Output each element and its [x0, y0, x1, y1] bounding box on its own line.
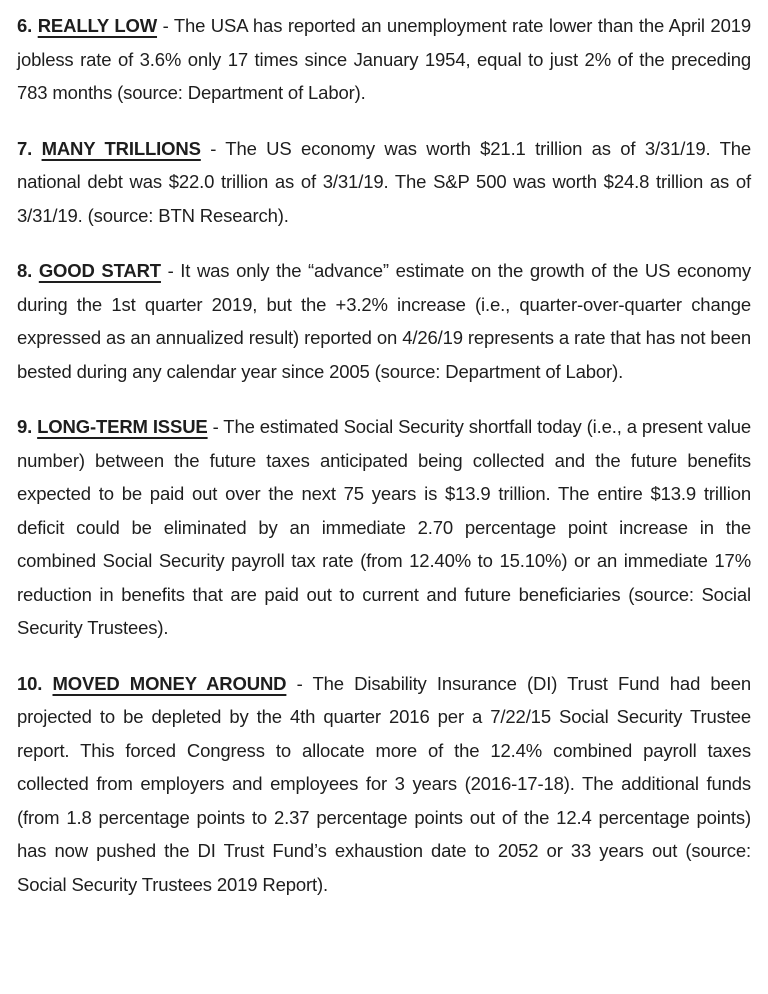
fact-body: - The Disability Insurance (DI) Trust Fund had been projected to be depleted by the 4th quarter 2016 per a 7/22/15 Social Security Trustee report. This forced Congress to allocate more of the 12.4% combined payroll taxes collected from employers and employees for 3 years (2016-17-18). The additional funds (from 1.8 percentage points to 2.37 percentage points out of the 12.4 percentage points) has now pushed the DI Trust Fund’s exhaustion date to 2052 or 33 years out (source: Social Security Trustees 2019 Report). [17, 672, 751, 895]
fact-body: - The USA has reported an unemployment rate lower than the April 2019 jobless rate of 3.6% only 17 times since January 1954, equal to just 2% of the preceding 783 months (source: Department of Labor). [17, 15, 751, 103]
fact-body: - The estimated Social Security shortfall today (i.e., a present value number) between the future taxes anticipated being collected and the future benefits expected to be paid out over the next 75 years is $13.9 trillion. The entire $13.9 trillion deficit could be eliminated by an immediate 2.70 percentage point increase in the combined Social Security payroll tax rate (from 12.40% to 15.10%) or an immediate 17% reduction in benefits that are paid out to current and future beneficiaries (source: Social Security Trustees). [17, 416, 752, 638]
fact-body: - The US economy was worth $21.1 trillion as of 3/31/19. The national debt was $22.0 trillion as of 3/31/19. The S&P 500 was worth $24.8 trillion as of 3/31/19. (source: BTN Research). [17, 137, 751, 226]
fact-paragraph-8 [17, 254, 751, 388]
fact-paragraph-6 [17, 9, 751, 110]
fact-paragraph-7 [17, 132, 751, 233]
fact-heading: REALLY LOW [37, 15, 158, 36]
fact-heading: LONG-TERM ISSUE [37, 416, 208, 437]
fact-number: 7. [17, 137, 33, 159]
fact-heading: GOOD START [38, 260, 161, 281]
fact-body: - It was only the “advance” estimate on the growth of the US economy during the 1st quarter 2019, but the +3.2% increase (i.e., quarter-over-quarter change expressed as an annualized result) reported on 4/26/19 represents a rate that has not been bested during any calendar year since 2005 (source: Department of Labor). [17, 260, 751, 382]
fact-paragraph-10 [17, 667, 751, 902]
fact-number: 6. [17, 15, 33, 36]
fact-number: 8. [17, 260, 33, 281]
fact-heading: MANY TRILLIONS [41, 137, 201, 159]
fact-number: 9. [17, 416, 33, 437]
fact-heading: MOVED MONEY AROUND [52, 672, 287, 694]
fact-number: 10. [17, 672, 43, 694]
fact-paragraph-9 [17, 410, 751, 645]
